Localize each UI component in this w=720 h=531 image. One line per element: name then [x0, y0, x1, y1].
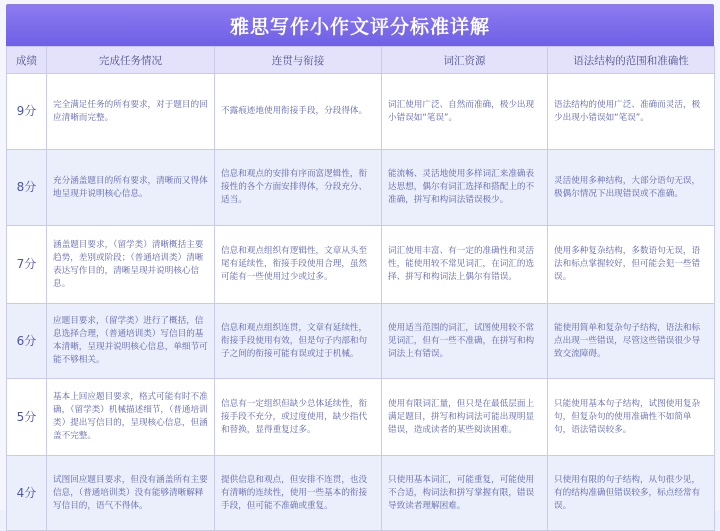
page-title: 雅思写作小作文评分标准详解 — [6, 4, 714, 46]
task-cell: 应题目要求，（留学类）进行了概括，信息选择合理，（普通培训类）写信目的基本清晰，呈现并说明核心信息，单细节可能不够相关。 — [47, 304, 215, 379]
grammar-cell: 使用多种复杂结构，多数语句无误，语法和标点掌握较好，但可能会犯一些错误。 — [548, 226, 715, 304]
table-row — [7, 456, 715, 531]
coherence-cell: 信息和观点组织连贯，文章有延续性，衔接手段使用有效，但是句子内部和句子之间的衔接可能有误或过于机械。 — [215, 304, 382, 379]
score-cell: 7分 — [7, 226, 47, 304]
header-task-achievement: 完成任务情况 — [47, 47, 215, 74]
score-cell: 6分 — [7, 304, 47, 379]
score-cell: 5分 — [7, 379, 47, 456]
table-row — [7, 150, 715, 226]
grammar-cell: 灵活使用多种结构，大部分语句无误，极偶尔情况下出现错误或不准确。 — [548, 150, 715, 226]
header-lexical-resource: 词汇资源 — [382, 47, 548, 74]
grammar-cell: 只能使用基本句子结构，试图使用复杂句，但复杂句的使用准确性不如简单句，语法错误较多。 — [548, 379, 715, 456]
task-cell: 基本上回应题目要求，格式可能有时不准确，（留学类）机械描述细节，（普通培训类）提出写信目的，呈现核心信息，但涵盖不完整。 — [47, 379, 215, 456]
task-cell: 充分涵盖题目的所有要求，清晰而又得体地呈现并说明核心信息。 — [47, 150, 215, 226]
lexical-cell: 能流畅、灵活地使用多样词汇来准确表达思想，偶尔有词汇选择和搭配上的不准确，拼写和构词法错误极少。 — [382, 150, 548, 226]
header-coherence: 连贯与衔接 — [215, 47, 382, 74]
table-row — [7, 379, 715, 456]
coherence-cell: 提供信息和观点，但安排不连贯，也没有清晰的连续性，使用一些基本的衔接手段，但可能不准确或重复。 — [215, 456, 382, 531]
header-row — [7, 47, 715, 74]
grammar-cell: 能使用简单和复杂句子结构，语法和标点出现一些错误，尽管这些错误很少导致交流障碍。 — [548, 304, 715, 379]
lexical-cell: 词汇使用广泛、自然而准确，极少出现小错误如“笔误”。 — [382, 74, 548, 150]
score-cell: 8分 — [7, 150, 47, 226]
task-cell: 完全满足任务的所有要求，对于题目的回应清晰而完整。 — [47, 74, 215, 150]
header-score: 成绩 — [7, 47, 47, 74]
score-cell: 4分 — [7, 456, 47, 531]
lexical-cell: 只使用基本词汇，可能重复，可能使用不合适，构词法和拼写掌握有限，错误导致读者理解困难。 — [382, 456, 548, 531]
task-cell: 涵盖题目要求，（留学类）清晰概括主要趋势，差别或阶段；（普通培训类）清晰表达写作目的，清晰呈现并说明核心信息。 — [47, 226, 215, 304]
criteria-table — [6, 46, 715, 531]
table-row — [7, 304, 715, 379]
coherence-cell: 信息和观点组织有逻辑性，文章从头至尾有延续性，衔接手段使用合理，虽然可能有一些使用过少或过多。 — [215, 226, 382, 304]
score-cell: 9分 — [7, 74, 47, 150]
task-cell: 试图回应题目要求，但没有涵盖所有主要信息，（普通培训类）没有能够清晰解释写信目的，语气不得体。 — [47, 456, 215, 531]
table-row — [7, 226, 715, 304]
coherence-cell: 信息有一定组织但缺少总体延续性，衔接手段不充分，或过度使用，缺少指代和替换，显得重复过多。 — [215, 379, 382, 456]
grammar-cell: 只使用有限的句子结构，从句很少见，有的结构准确但错误较多，标点经常有误。 — [548, 456, 715, 531]
grammar-cell: 语法结构的使用广泛、准确而灵活，极少出现小错误如“笔误”。 — [548, 74, 715, 150]
header-grammar: 语法结构的范围和准确性 — [548, 47, 715, 74]
lexical-cell: 词汇使用丰富、有一定的准确性和灵活性，能使用较不常见词汇，在词汇的选择、拼写和构词法上偶尔有错误。 — [382, 226, 548, 304]
table-row — [7, 74, 715, 150]
lexical-cell: 使用适当范围的词汇，试图使用较不常见词汇，但有一些不准确，在拼写和构词法上有错误。 — [382, 304, 548, 379]
coherence-cell: 信息和观点的安排有序而富逻辑性，衔接性的各个方面安排得体，分段充分、适当。 — [215, 150, 382, 226]
coherence-cell: 不露痕迹地使用衔接手段，分段得体。 — [215, 74, 382, 150]
lexical-cell: 使用有限词汇量，但只是在最低层面上满足题目，拼写和构词法可能出现明显错误，造成读者的某些阅读困难。 — [382, 379, 548, 456]
